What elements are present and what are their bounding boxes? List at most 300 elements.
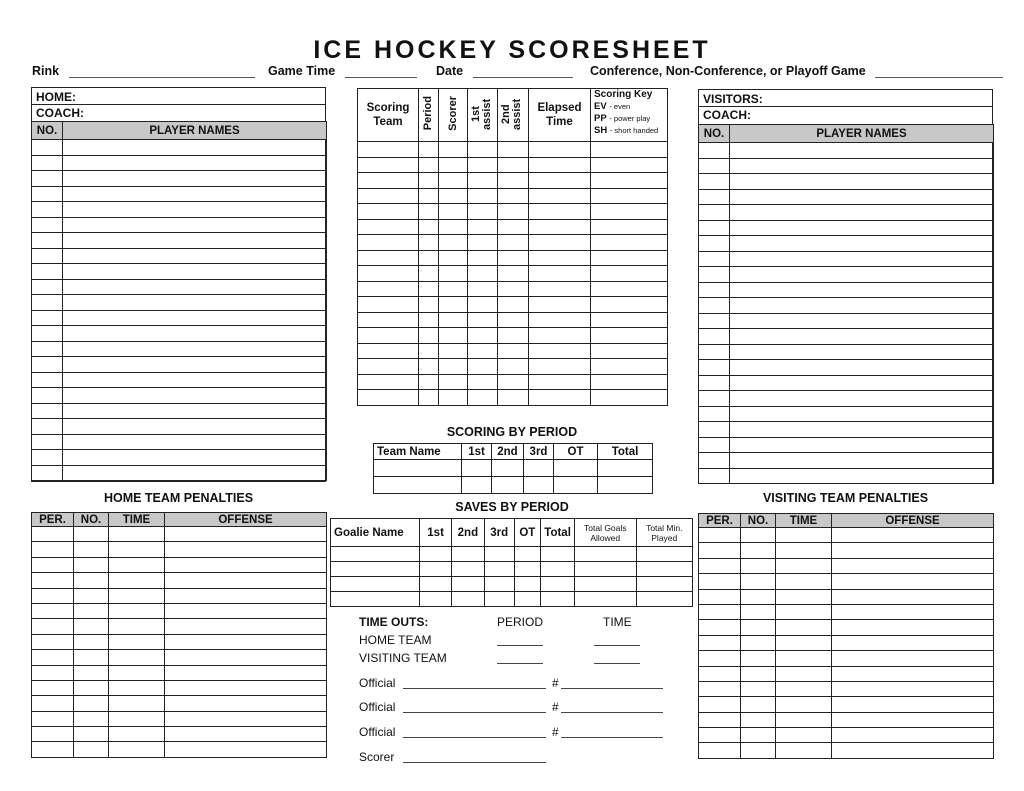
- home-roster-cell[interactable]: [63, 217, 327, 233]
- scoring-cell[interactable]: [591, 235, 668, 251]
- home-penalties-cell[interactable]: [165, 665, 327, 680]
- visitors-roster-cell[interactable]: [730, 205, 994, 221]
- scoring-cell[interactable]: [529, 312, 591, 328]
- scoring-cell[interactable]: [498, 374, 529, 390]
- sbp-cell[interactable]: [492, 477, 524, 494]
- visitors-roster-cell[interactable]: [699, 375, 730, 391]
- visitors-roster-cell[interactable]: [730, 174, 994, 190]
- visiting-penalties-cell[interactable]: [741, 697, 776, 712]
- home-penalties-cell[interactable]: [109, 603, 165, 618]
- scoring-cell[interactable]: [591, 219, 668, 235]
- home-penalties-cell[interactable]: [165, 742, 327, 757]
- scoring-cell[interactable]: [419, 328, 439, 344]
- visitors-roster-cell[interactable]: [730, 220, 994, 236]
- saves-cell[interactable]: [514, 562, 541, 577]
- rink-blank[interactable]: [69, 65, 255, 78]
- scoring-cell[interactable]: [498, 281, 529, 297]
- saves-cell[interactable]: [484, 547, 514, 562]
- saves-cell[interactable]: [331, 562, 420, 577]
- home-penalties-cell[interactable]: [32, 711, 74, 726]
- home-penalties-cell[interactable]: [32, 588, 74, 603]
- scoring-cell[interactable]: [358, 250, 419, 266]
- scoring-cell[interactable]: [498, 219, 529, 235]
- scoring-cell[interactable]: [439, 157, 468, 173]
- saves-cell[interactable]: [575, 562, 637, 577]
- sbp-cell[interactable]: [554, 460, 598, 477]
- scoring-cell[interactable]: [358, 266, 419, 282]
- visiting-penalties-cell[interactable]: [699, 589, 741, 604]
- scoring-cell[interactable]: [498, 312, 529, 328]
- scoring-cell[interactable]: [439, 343, 468, 359]
- home-roster-cell[interactable]: [32, 264, 63, 280]
- scoring-cell[interactable]: [498, 359, 529, 375]
- scoring-cell[interactable]: [468, 374, 498, 390]
- visiting-penalties-cell[interactable]: [741, 712, 776, 727]
- scoring-cell[interactable]: [529, 281, 591, 297]
- home-penalties-cell[interactable]: [165, 603, 327, 618]
- scoring-cell[interactable]: [358, 312, 419, 328]
- scoring-cell[interactable]: [358, 297, 419, 313]
- visiting-penalties-cell[interactable]: [776, 666, 832, 681]
- saves-cell[interactable]: [451, 577, 484, 592]
- visiting-penalties-cell[interactable]: [741, 728, 776, 743]
- scoring-cell[interactable]: [529, 188, 591, 204]
- home-roster-cell[interactable]: [63, 248, 327, 264]
- visitors-roster-cell[interactable]: [699, 282, 730, 298]
- visitors-roster-cell[interactable]: [699, 422, 730, 438]
- home-penalties-cell[interactable]: [32, 527, 74, 542]
- visiting-penalties-cell[interactable]: [776, 697, 832, 712]
- scoring-cell[interactable]: [468, 173, 498, 189]
- scoring-cell[interactable]: [468, 142, 498, 158]
- home-penalties-cell[interactable]: [32, 696, 74, 711]
- saves-cell[interactable]: [541, 547, 575, 562]
- visiting-penalties-cell[interactable]: [776, 743, 832, 758]
- home-roster-cell[interactable]: [32, 186, 63, 202]
- visiting-penalties-cell[interactable]: [832, 651, 994, 666]
- home-penalties-cell[interactable]: [109, 557, 165, 572]
- visitors-roster-cell[interactable]: [730, 267, 994, 283]
- scoring-cell[interactable]: [591, 157, 668, 173]
- home-roster-cell[interactable]: [32, 171, 63, 187]
- scoring-cell[interactable]: [529, 235, 591, 251]
- visitors-roster-cell[interactable]: [730, 437, 994, 453]
- scoring-cell[interactable]: [498, 250, 529, 266]
- scoring-cell[interactable]: [358, 235, 419, 251]
- sbp-cell[interactable]: [374, 477, 462, 494]
- sbp-cell[interactable]: [462, 460, 492, 477]
- scoring-cell[interactable]: [419, 343, 439, 359]
- visiting-penalties-cell[interactable]: [832, 558, 994, 573]
- home-roster-cell[interactable]: [63, 202, 327, 218]
- home-roster-cell[interactable]: [32, 233, 63, 249]
- visitors-roster-cell[interactable]: [730, 468, 994, 484]
- saves-cell[interactable]: [420, 592, 452, 607]
- home-penalties-cell[interactable]: [109, 711, 165, 726]
- saves-cell[interactable]: [451, 547, 484, 562]
- visitors-roster-cell[interactable]: [730, 422, 994, 438]
- scoring-cell[interactable]: [439, 173, 468, 189]
- home-roster-cell[interactable]: [63, 155, 327, 171]
- saves-cell[interactable]: [636, 547, 692, 562]
- home-roster-cell[interactable]: [63, 295, 327, 311]
- visiting-penalties-cell[interactable]: [741, 620, 776, 635]
- visiting-penalties-cell[interactable]: [741, 666, 776, 681]
- scoring-cell[interactable]: [358, 204, 419, 220]
- scoring-cell[interactable]: [468, 312, 498, 328]
- game-type-field[interactable]: [590, 64, 1003, 82]
- sbp-cell[interactable]: [374, 460, 462, 477]
- visiting-penalties-cell[interactable]: [832, 574, 994, 589]
- home-penalties-cell[interactable]: [74, 634, 109, 649]
- home-penalties-cell[interactable]: [109, 573, 165, 588]
- visiting-penalties-cell[interactable]: [776, 712, 832, 727]
- scorer-name-blank[interactable]: [403, 762, 546, 763]
- scoring-cell[interactable]: [419, 281, 439, 297]
- visitors-roster-cell[interactable]: [699, 344, 730, 360]
- sbp-cell[interactable]: [598, 460, 653, 477]
- home-penalties-cell[interactable]: [109, 742, 165, 757]
- date-blank[interactable]: [473, 65, 573, 78]
- home-roster-cell[interactable]: [63, 434, 327, 450]
- visitors-roster-cell[interactable]: [699, 143, 730, 159]
- visiting-penalties-cell[interactable]: [741, 574, 776, 589]
- visitors-roster-cell[interactable]: [730, 298, 994, 314]
- scoring-cell[interactable]: [498, 188, 529, 204]
- saves-cell[interactable]: [575, 577, 637, 592]
- visitors-roster-cell[interactable]: [730, 453, 994, 469]
- home-roster-cell[interactable]: [32, 372, 63, 388]
- visitors-roster-cell[interactable]: [730, 406, 994, 422]
- home-roster-cell[interactable]: [63, 310, 327, 326]
- scoring-cell[interactable]: [591, 359, 668, 375]
- home-penalties-cell[interactable]: [32, 650, 74, 665]
- home-roster-cell[interactable]: [63, 357, 327, 373]
- scoring-cell[interactable]: [529, 142, 591, 158]
- scoring-cell[interactable]: [591, 188, 668, 204]
- visiting-penalties-cell[interactable]: [832, 697, 994, 712]
- home-roster-cell[interactable]: [32, 310, 63, 326]
- visiting-penalties-cell[interactable]: [776, 728, 832, 743]
- visitors-roster-cell[interactable]: [699, 360, 730, 376]
- scoring-cell[interactable]: [419, 142, 439, 158]
- visitors-roster-cell[interactable]: [730, 360, 994, 376]
- visiting-penalties-cell[interactable]: [741, 543, 776, 558]
- scoring-cell[interactable]: [419, 374, 439, 390]
- visiting-penalties-cell[interactable]: [699, 728, 741, 743]
- scoring-cell[interactable]: [498, 266, 529, 282]
- scoring-cell[interactable]: [358, 359, 419, 375]
- visitors-roster-cell[interactable]: [699, 406, 730, 422]
- game-time-field[interactable]: [268, 64, 417, 82]
- scoring-cell[interactable]: [529, 297, 591, 313]
- saves-cell[interactable]: [514, 592, 541, 607]
- sbp-cell[interactable]: [524, 477, 554, 494]
- scoring-cell[interactable]: [591, 297, 668, 313]
- scoring-cell[interactable]: [439, 219, 468, 235]
- home-penalties-cell[interactable]: [109, 588, 165, 603]
- saves-cell[interactable]: [484, 562, 514, 577]
- visiting-penalties-cell[interactable]: [741, 635, 776, 650]
- scoring-cell[interactable]: [468, 281, 498, 297]
- home-penalties-cell[interactable]: [165, 727, 327, 742]
- home-penalties-cell[interactable]: [165, 557, 327, 572]
- home-roster-cell[interactable]: [32, 202, 63, 218]
- scoring-cell[interactable]: [529, 328, 591, 344]
- scoring-cell[interactable]: [591, 328, 668, 344]
- visitors-roster-cell[interactable]: [730, 391, 994, 407]
- home-roster-cell[interactable]: [32, 326, 63, 342]
- saves-cell[interactable]: [575, 592, 637, 607]
- home-penalties-cell[interactable]: [74, 727, 109, 742]
- scoring-cell[interactable]: [498, 142, 529, 158]
- saves-cell[interactable]: [541, 577, 575, 592]
- visitors-roster-cell[interactable]: [699, 453, 730, 469]
- visiting-penalties-cell[interactable]: [741, 528, 776, 543]
- visiting-penalties-cell[interactable]: [741, 743, 776, 758]
- visiting-penalties-cell[interactable]: [776, 558, 832, 573]
- saves-cell[interactable]: [514, 577, 541, 592]
- home-penalties-cell[interactable]: [165, 711, 327, 726]
- scoring-cell[interactable]: [529, 204, 591, 220]
- home-penalties-cell[interactable]: [74, 650, 109, 665]
- home-roster-cell[interactable]: [32, 155, 63, 171]
- scoring-cell[interactable]: [358, 219, 419, 235]
- official-1-number-blank[interactable]: [561, 688, 663, 689]
- home-penalties-cell[interactable]: [109, 665, 165, 680]
- home-roster-cell[interactable]: [32, 217, 63, 233]
- rink-field[interactable]: [32, 64, 255, 82]
- scoring-cell[interactable]: [358, 173, 419, 189]
- visitors-roster-cell[interactable]: [699, 251, 730, 267]
- scoring-cell[interactable]: [591, 281, 668, 297]
- visitors-roster-cell[interactable]: [699, 298, 730, 314]
- scoring-cell[interactable]: [468, 250, 498, 266]
- scoring-cell[interactable]: [498, 297, 529, 313]
- visiting-penalties-cell[interactable]: [832, 620, 994, 635]
- timeouts-visiting-time-blank[interactable]: [594, 663, 640, 664]
- visitors-roster-cell[interactable]: [730, 143, 994, 159]
- scoring-cell[interactable]: [591, 374, 668, 390]
- home-penalties-cell[interactable]: [165, 619, 327, 634]
- visiting-penalties-cell[interactable]: [699, 651, 741, 666]
- scoring-cell[interactable]: [468, 343, 498, 359]
- visiting-penalties-cell[interactable]: [832, 528, 994, 543]
- date-field[interactable]: [436, 64, 573, 82]
- scoring-cell[interactable]: [439, 297, 468, 313]
- visitors-roster-cell[interactable]: [699, 391, 730, 407]
- scoring-cell[interactable]: [498, 173, 529, 189]
- visitors-roster-cell[interactable]: [730, 282, 994, 298]
- timeouts-home-period-blank[interactable]: [497, 645, 543, 646]
- scoring-cell[interactable]: [468, 390, 498, 406]
- official-2-name-blank[interactable]: [403, 712, 546, 713]
- scoring-cell[interactable]: [468, 359, 498, 375]
- home-penalties-cell[interactable]: [74, 527, 109, 542]
- home-penalties-cell[interactable]: [32, 573, 74, 588]
- visiting-penalties-cell[interactable]: [776, 589, 832, 604]
- visitors-roster-cell[interactable]: [699, 267, 730, 283]
- saves-cell[interactable]: [420, 562, 452, 577]
- saves-cell[interactable]: [636, 577, 692, 592]
- sbp-cell[interactable]: [492, 460, 524, 477]
- home-penalties-cell[interactable]: [32, 727, 74, 742]
- scoring-cell[interactable]: [529, 173, 591, 189]
- scoring-cell[interactable]: [419, 188, 439, 204]
- visitors-roster-cell[interactable]: [730, 313, 994, 329]
- scoring-cell[interactable]: [498, 157, 529, 173]
- scoring-cell[interactable]: [419, 266, 439, 282]
- visitors-roster-cell[interactable]: [699, 189, 730, 205]
- scoring-cell[interactable]: [498, 328, 529, 344]
- home-roster-cell[interactable]: [32, 450, 63, 466]
- scoring-cell[interactable]: [439, 204, 468, 220]
- home-roster-cell[interactable]: [63, 279, 327, 295]
- home-roster-cell[interactable]: [32, 403, 63, 419]
- saves-cell[interactable]: [420, 577, 452, 592]
- scoring-cell[interactable]: [439, 235, 468, 251]
- visiting-penalties-cell[interactable]: [699, 666, 741, 681]
- saves-cell[interactable]: [451, 562, 484, 577]
- sbp-cell[interactable]: [598, 477, 653, 494]
- visiting-penalties-cell[interactable]: [776, 574, 832, 589]
- home-roster-cell[interactable]: [63, 465, 327, 481]
- home-penalties-cell[interactable]: [109, 696, 165, 711]
- home-penalties-cell[interactable]: [109, 542, 165, 557]
- home-penalties-cell[interactable]: [165, 680, 327, 695]
- home-penalties-cell[interactable]: [109, 680, 165, 695]
- scoring-cell[interactable]: [419, 173, 439, 189]
- visiting-penalties-cell[interactable]: [699, 604, 741, 619]
- visiting-penalties-cell[interactable]: [832, 666, 994, 681]
- visiting-penalties-cell[interactable]: [699, 697, 741, 712]
- scoring-cell[interactable]: [419, 219, 439, 235]
- visiting-penalties-cell[interactable]: [699, 743, 741, 758]
- home-roster-cell[interactable]: [32, 388, 63, 404]
- game-time-blank[interactable]: [345, 65, 417, 78]
- scoring-cell[interactable]: [419, 157, 439, 173]
- timeouts-home-time-blank[interactable]: [594, 645, 640, 646]
- home-roster-cell[interactable]: [32, 295, 63, 311]
- visitors-roster-cell[interactable]: [699, 437, 730, 453]
- saves-cell[interactable]: [636, 592, 692, 607]
- home-penalties-cell[interactable]: [165, 634, 327, 649]
- home-roster-cell[interactable]: [32, 248, 63, 264]
- visiting-penalties-cell[interactable]: [699, 543, 741, 558]
- visitors-roster-cell[interactable]: [730, 375, 994, 391]
- visitors-roster-cell[interactable]: [699, 329, 730, 345]
- scoring-cell[interactable]: [529, 390, 591, 406]
- home-roster-cell[interactable]: [32, 279, 63, 295]
- visiting-penalties-cell[interactable]: [699, 620, 741, 635]
- official-3-number-blank[interactable]: [561, 737, 663, 738]
- visitors-roster-cell[interactable]: [699, 468, 730, 484]
- visiting-penalties-cell[interactable]: [776, 651, 832, 666]
- home-penalties-cell[interactable]: [74, 680, 109, 695]
- saves-cell[interactable]: [420, 547, 452, 562]
- saves-cell[interactable]: [541, 562, 575, 577]
- scoring-cell[interactable]: [591, 250, 668, 266]
- visitors-roster-cell[interactable]: [730, 251, 994, 267]
- saves-cell[interactable]: [451, 592, 484, 607]
- timeouts-visiting-period-blank[interactable]: [497, 663, 543, 664]
- home-roster-cell[interactable]: [32, 465, 63, 481]
- scoring-cell[interactable]: [439, 359, 468, 375]
- home-penalties-cell[interactable]: [74, 619, 109, 634]
- scoring-cell[interactable]: [498, 204, 529, 220]
- scoring-cell[interactable]: [358, 343, 419, 359]
- visitors-roster-cell[interactable]: [699, 205, 730, 221]
- scoring-cell[interactable]: [498, 343, 529, 359]
- visitors-roster-cell[interactable]: [730, 329, 994, 345]
- home-roster-cell[interactable]: [63, 388, 327, 404]
- visitors-roster-cell[interactable]: [730, 236, 994, 252]
- home-penalties-cell[interactable]: [32, 665, 74, 680]
- sbp-cell[interactable]: [462, 477, 492, 494]
- home-penalties-cell[interactable]: [74, 665, 109, 680]
- visiting-penalties-cell[interactable]: [699, 681, 741, 696]
- visiting-penalties-cell[interactable]: [832, 635, 994, 650]
- scoring-cell[interactable]: [358, 188, 419, 204]
- visiting-penalties-cell[interactable]: [699, 528, 741, 543]
- scoring-cell[interactable]: [358, 281, 419, 297]
- visiting-penalties-cell[interactable]: [699, 574, 741, 589]
- saves-cell[interactable]: [331, 547, 420, 562]
- home-roster-cell[interactable]: [63, 233, 327, 249]
- official-1-name-blank[interactable]: [403, 688, 546, 689]
- home-penalties-cell[interactable]: [32, 619, 74, 634]
- scoring-cell[interactable]: [468, 297, 498, 313]
- scoring-cell[interactable]: [529, 250, 591, 266]
- visitors-roster-cell[interactable]: [730, 189, 994, 205]
- saves-cell[interactable]: [514, 547, 541, 562]
- scoring-cell[interactable]: [591, 343, 668, 359]
- scoring-cell[interactable]: [439, 374, 468, 390]
- scoring-cell[interactable]: [358, 328, 419, 344]
- visiting-penalties-cell[interactable]: [741, 651, 776, 666]
- game-type-blank[interactable]: [875, 65, 1003, 78]
- scoring-cell[interactable]: [419, 390, 439, 406]
- visitors-roster-cell[interactable]: [699, 236, 730, 252]
- home-roster-cell[interactable]: [32, 419, 63, 435]
- scoring-cell[interactable]: [439, 281, 468, 297]
- scoring-cell[interactable]: [419, 204, 439, 220]
- visiting-penalties-cell[interactable]: [776, 635, 832, 650]
- home-roster-cell[interactable]: [32, 434, 63, 450]
- home-penalties-cell[interactable]: [109, 727, 165, 742]
- official-3-name-blank[interactable]: [403, 737, 546, 738]
- scoring-cell[interactable]: [358, 374, 419, 390]
- visiting-penalties-cell[interactable]: [776, 528, 832, 543]
- scoring-cell[interactable]: [591, 312, 668, 328]
- scoring-cell[interactable]: [468, 235, 498, 251]
- saves-cell[interactable]: [331, 592, 420, 607]
- visiting-penalties-cell[interactable]: [699, 635, 741, 650]
- home-penalties-cell[interactable]: [32, 634, 74, 649]
- scoring-cell[interactable]: [439, 390, 468, 406]
- scoring-cell[interactable]: [439, 250, 468, 266]
- home-roster-cell[interactable]: [63, 264, 327, 280]
- visitors-roster-cell[interactable]: [699, 158, 730, 174]
- visiting-penalties-cell[interactable]: [699, 712, 741, 727]
- scoring-cell[interactable]: [419, 235, 439, 251]
- home-penalties-cell[interactable]: [165, 527, 327, 542]
- home-roster-cell[interactable]: [32, 341, 63, 357]
- scoring-cell[interactable]: [591, 266, 668, 282]
- scoring-cell[interactable]: [468, 219, 498, 235]
- home-penalties-cell[interactable]: [109, 634, 165, 649]
- home-penalties-cell[interactable]: [32, 680, 74, 695]
